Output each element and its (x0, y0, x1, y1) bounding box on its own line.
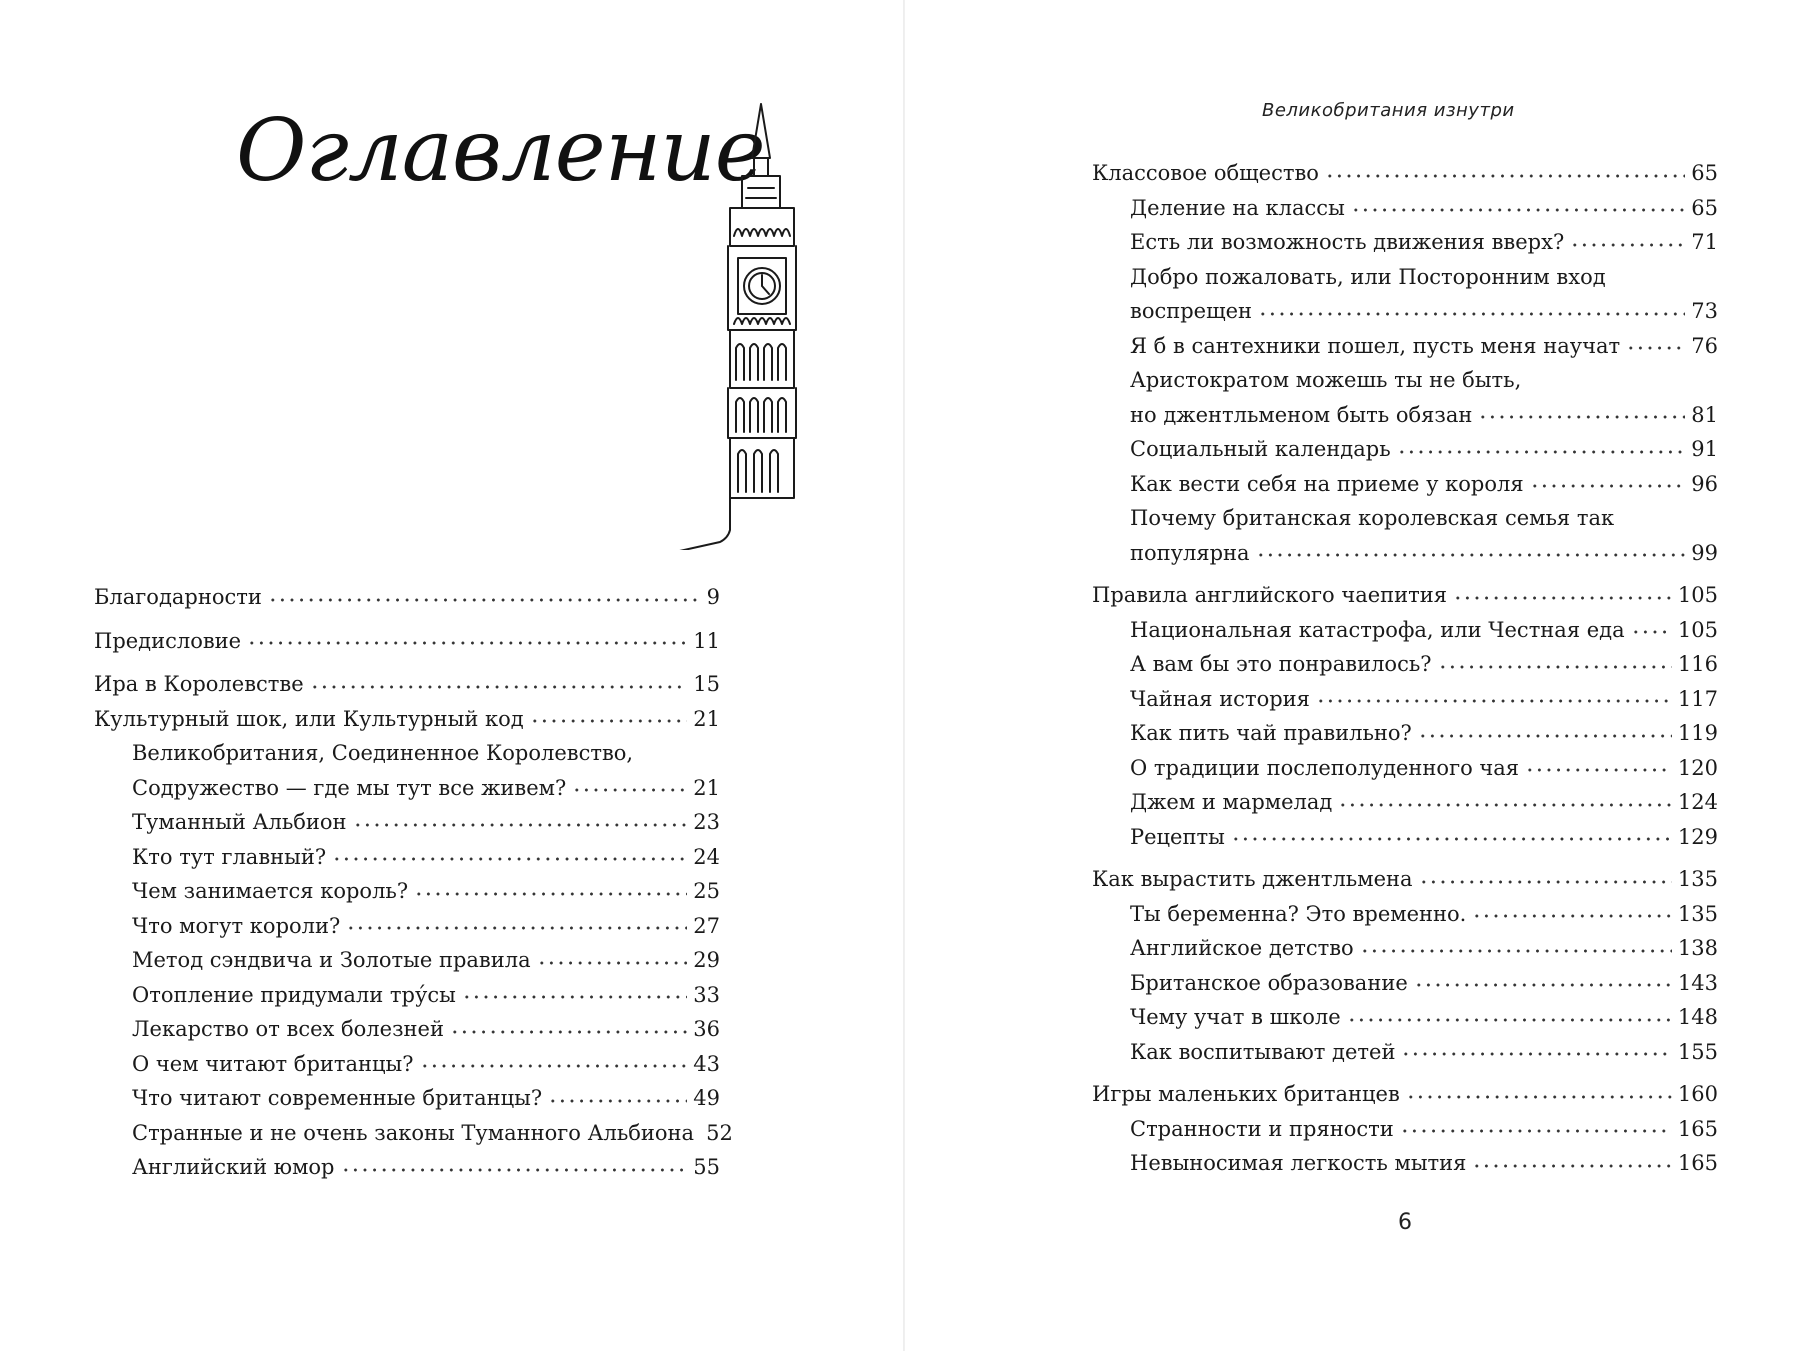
toc-entry[interactable] (1092, 751, 1718, 786)
toc-entry[interactable] (1092, 329, 1718, 364)
toc-entry-label: Культурный шок, или Культурный код (94, 706, 524, 731)
dot-leader (1631, 626, 1672, 638)
dot-leader (1256, 549, 1686, 561)
toc-entry[interactable] (94, 624, 720, 659)
toc-entry-page: 81 (1691, 402, 1718, 427)
dot-leader (1418, 730, 1672, 742)
toc-entry[interactable] (94, 1081, 720, 1116)
toc-entry-page: 124 (1677, 790, 1718, 814)
dot-leader (1570, 239, 1685, 251)
toc-entry-label: Ира в Королевстве (94, 672, 304, 696)
toc-entry-label: Почему британская королевская семья так (1130, 506, 1615, 530)
toc-entry-label: Туманный Альбион (132, 810, 347, 834)
dot-leader (1438, 661, 1672, 673)
toc-entry-label: воспрещен (1130, 299, 1253, 323)
toc-entry-label: Игры маленьких британцев (1092, 1082, 1400, 1106)
toc-entry-page: 96 (1691, 471, 1718, 496)
dot-leader (1406, 1091, 1672, 1103)
toc-entry[interactable] (94, 1047, 720, 1082)
toc-entry-label: Английское детство (1130, 936, 1354, 960)
toc-entry[interactable] (94, 840, 720, 875)
toc-entry[interactable] (1092, 647, 1718, 682)
dot-leader (341, 1164, 688, 1176)
toc-entry[interactable] (1092, 820, 1718, 855)
toc-entry-label: Отопление придумали тру́сы (132, 982, 456, 1007)
dot-leader (247, 637, 687, 649)
toc-entry[interactable] (1092, 1112, 1718, 1147)
toc-entry-label: Британское образование (1130, 970, 1408, 995)
toc-entry[interactable] (1092, 682, 1718, 717)
toc-entry-page: 155 (1677, 1039, 1718, 1064)
dot-leader (1419, 876, 1672, 888)
toc-entry-label: Великобритания, Соединенное Королевство, (132, 741, 634, 765)
toc-entry-label: популярна (1130, 540, 1250, 565)
toc-entry[interactable] (1092, 1035, 1718, 1070)
dot-leader (1351, 204, 1685, 216)
toc-entry-label: Что читают современные британцы? (132, 1086, 543, 1110)
toc-entry-page: 49 (693, 1086, 720, 1110)
toc-entry-label: О традиции послеполуденного чая (1130, 755, 1520, 780)
toc-entry-page: 105 (1677, 583, 1718, 607)
page-number: 6 (1398, 1210, 1412, 1235)
toc-entry-page: 165 (1677, 1116, 1718, 1141)
toc-entry-label: Классовое общество (1092, 161, 1319, 185)
toc-entry-label: Лекарство от всех болезней (132, 1017, 444, 1041)
toc-entry[interactable] (1092, 363, 1718, 398)
toc-entry[interactable] (1092, 613, 1718, 648)
dot-leader (548, 1095, 687, 1107)
toc-entry[interactable] (1092, 294, 1718, 329)
dot-leader (1626, 342, 1685, 354)
toc-entry[interactable] (1092, 260, 1718, 295)
toc-entry-page: 11 (693, 628, 720, 653)
dot-leader (530, 715, 688, 727)
toc-entry[interactable] (1092, 191, 1718, 226)
toc-entry-page: 29 (693, 948, 720, 972)
dot-leader (1231, 833, 1672, 845)
toc-entry-label: Рецепты (1130, 824, 1225, 849)
dot-leader (310, 681, 688, 693)
toc-entry[interactable] (94, 805, 720, 840)
toc-entry-page: 65 (1691, 195, 1718, 220)
toc-entry-label: Аристократом можешь ты не быть, (1130, 368, 1522, 392)
toc-entry-label: Невыносимая легкость мытия (1130, 1151, 1467, 1175)
toc-entry-page: 143 (1677, 970, 1718, 995)
toc-entry-label: Предисловие (94, 628, 242, 653)
toc-entry-label: Кто тут главный? (132, 844, 327, 869)
toc-entry-page: 135 (1677, 901, 1718, 926)
dot-leader (1478, 411, 1685, 423)
toc-entry-label: Как воспитывают детей (1130, 1039, 1396, 1064)
toc-entry[interactable] (1092, 966, 1718, 1001)
dot-leader (1316, 695, 1672, 707)
toc-entry-page: 119 (1677, 721, 1718, 745)
toc-entry-label: Добро пожаловать, или Посторонним вход (1130, 264, 1606, 289)
toc-entry-label: Странности и пряности (1130, 1116, 1394, 1141)
dot-leader (414, 888, 687, 900)
toc-entry-page: 116 (1677, 652, 1718, 676)
running-head: Великобритания изнутри (1262, 100, 1515, 121)
toc-entry-page: 76 (1691, 333, 1718, 358)
toc-entry-page: 65 (1691, 161, 1718, 185)
toc-entry-label: Деление на классы (1130, 195, 1345, 220)
toc-entry-page: 99 (1691, 540, 1718, 565)
dot-leader (1347, 1014, 1672, 1026)
toc-entry[interactable] (1092, 897, 1718, 932)
dot-leader (1525, 764, 1672, 776)
toc-entry[interactable] (1092, 785, 1718, 820)
dot-leader (1258, 308, 1685, 320)
toc-entry-page: 23 (693, 810, 720, 834)
toc-entry-label: Национальная катастрофа, или Честная еда (1130, 617, 1625, 642)
toc-entry-label: Я б в сантехники пошел, пусть меня научат (1130, 333, 1621, 358)
dot-leader (1472, 910, 1672, 922)
toc-entry[interactable] (94, 771, 720, 806)
toc-entry-label: Содружество — где мы тут все живем? (132, 775, 567, 800)
toc-entry-page: 135 (1677, 867, 1718, 891)
toc-entry[interactable] (1092, 1146, 1718, 1181)
toc-entry-label: Чему учат в школе (1130, 1005, 1341, 1029)
dot-leader (1325, 170, 1685, 182)
toc-entry[interactable] (1092, 862, 1718, 897)
toc-entry-label: О чем читают британцы? (132, 1051, 414, 1076)
toc-entry-page: 52 (706, 1120, 733, 1145)
toc-entry[interactable] (1092, 1000, 1718, 1035)
toc-entry-page: 138 (1677, 936, 1718, 960)
toc-entry-page: 165 (1677, 1151, 1718, 1175)
toc-entry-page: 129 (1677, 824, 1718, 849)
toc-entry-label: Чайная история (1130, 686, 1310, 711)
toc-entry[interactable] (1092, 931, 1718, 966)
toc-entry-page: 148 (1677, 1005, 1718, 1029)
dot-leader (353, 819, 688, 831)
toc-entry-page: 9 (706, 585, 720, 609)
dot-leader (1530, 480, 1686, 492)
toc-entry-label: Есть ли возможность движения вверх? (1130, 230, 1565, 254)
toc-entry[interactable] (94, 1012, 720, 1047)
toc-entry-page: 36 (693, 1017, 720, 1041)
toc-entry-label: Чем занимается король? (132, 879, 409, 903)
dot-leader (1401, 1048, 1671, 1060)
toc-entry[interactable] (94, 1150, 720, 1185)
dot-leader (420, 1060, 688, 1072)
toc-right (1092, 156, 1718, 1181)
toc-entry[interactable] (1092, 578, 1718, 613)
dot-leader (1472, 1160, 1672, 1172)
big-ben-illustration (660, 98, 800, 550)
dot-leader (332, 853, 687, 865)
toc-entry[interactable] (1092, 1077, 1718, 1112)
toc-entry-label: Метод сэндвича и Золотые правила (132, 948, 531, 972)
toc-entry[interactable] (94, 702, 720, 737)
toc-entry-page: 117 (1677, 686, 1718, 711)
dot-leader (346, 922, 687, 934)
toc-entry-page: 73 (1691, 299, 1718, 323)
toc-entry-page: 43 (693, 1051, 720, 1076)
toc-entry-label: Правила английского чаепития (1092, 583, 1448, 607)
dot-leader (1453, 592, 1672, 604)
toc-entry-page: 25 (693, 879, 720, 903)
toc-entry[interactable] (94, 943, 720, 978)
toc-entry[interactable] (94, 909, 720, 944)
toc-entry-label: но джентльменом быть обязан (1130, 402, 1473, 427)
toc-entry-page: 21 (693, 775, 720, 800)
toc-entry[interactable] (94, 1116, 733, 1151)
toc-entry-page: 24 (693, 844, 720, 869)
toc-entry-label: Социальный календарь (1130, 437, 1391, 461)
toc-entry[interactable] (94, 736, 720, 771)
toc-entry[interactable] (1092, 467, 1718, 502)
toc-entry-page: 21 (693, 706, 720, 731)
left-page (0, 0, 904, 1351)
toc-entry[interactable] (1092, 716, 1718, 751)
toc-entry[interactable] (1092, 432, 1718, 467)
toc-entry-label: Что могут короли? (132, 913, 341, 938)
toc-entry[interactable] (1092, 225, 1718, 260)
toc-entry-page: 160 (1677, 1082, 1718, 1106)
toc-entry-label: Как пить чай правильно? (1130, 721, 1412, 745)
toc-entry-page: 120 (1677, 755, 1718, 780)
dot-leader (268, 594, 701, 606)
toc-left (94, 580, 733, 1185)
toc-entry-page: 91 (1691, 437, 1718, 461)
toc-entry-label: Английский юмор (132, 1155, 335, 1179)
dot-leader (450, 1026, 687, 1038)
dot-leader (462, 991, 687, 1003)
toc-entry-label: А вам бы это понравилось? (1130, 652, 1432, 676)
toc-entry-label: Как вести себя на приеме у короля (1130, 471, 1524, 496)
dot-leader (1400, 1125, 1672, 1137)
toc-entry-page: 105 (1677, 617, 1718, 642)
toc-entry[interactable] (94, 667, 720, 702)
toc-entry[interactable] (1092, 156, 1718, 191)
toc-entry-label: Ты беременна? Это временно. (1130, 901, 1467, 926)
dot-leader (572, 784, 687, 796)
toc-entry-page: 55 (693, 1155, 720, 1179)
dot-leader (1397, 446, 1686, 458)
toc-entry[interactable] (1092, 536, 1718, 571)
toc-entry-page: 27 (693, 913, 720, 938)
dot-leader (1414, 979, 1672, 991)
toc-entry[interactable] (94, 874, 720, 909)
toc-entry-page: 33 (693, 982, 720, 1007)
toc-entry-label: Как вырастить джентльмена (1092, 867, 1413, 891)
dot-leader (537, 957, 688, 969)
toc-entry[interactable] (1092, 398, 1718, 433)
toc-entry-label: Джем и мармелад (1130, 790, 1333, 814)
toc-entry-page: 15 (693, 672, 720, 696)
toc-entry[interactable] (94, 978, 720, 1013)
toc-entry-label: Благодарности (94, 585, 262, 609)
toc-entry[interactable] (94, 580, 720, 615)
toc-entry[interactable] (1092, 501, 1718, 536)
dot-leader (1360, 945, 1672, 957)
page-title: Оглавление (236, 101, 765, 201)
toc-entry-label: Странные и не очень законы Туманного Альбиона (132, 1120, 695, 1145)
toc-entry-page: 71 (1691, 230, 1718, 254)
dot-leader (1338, 799, 1672, 811)
